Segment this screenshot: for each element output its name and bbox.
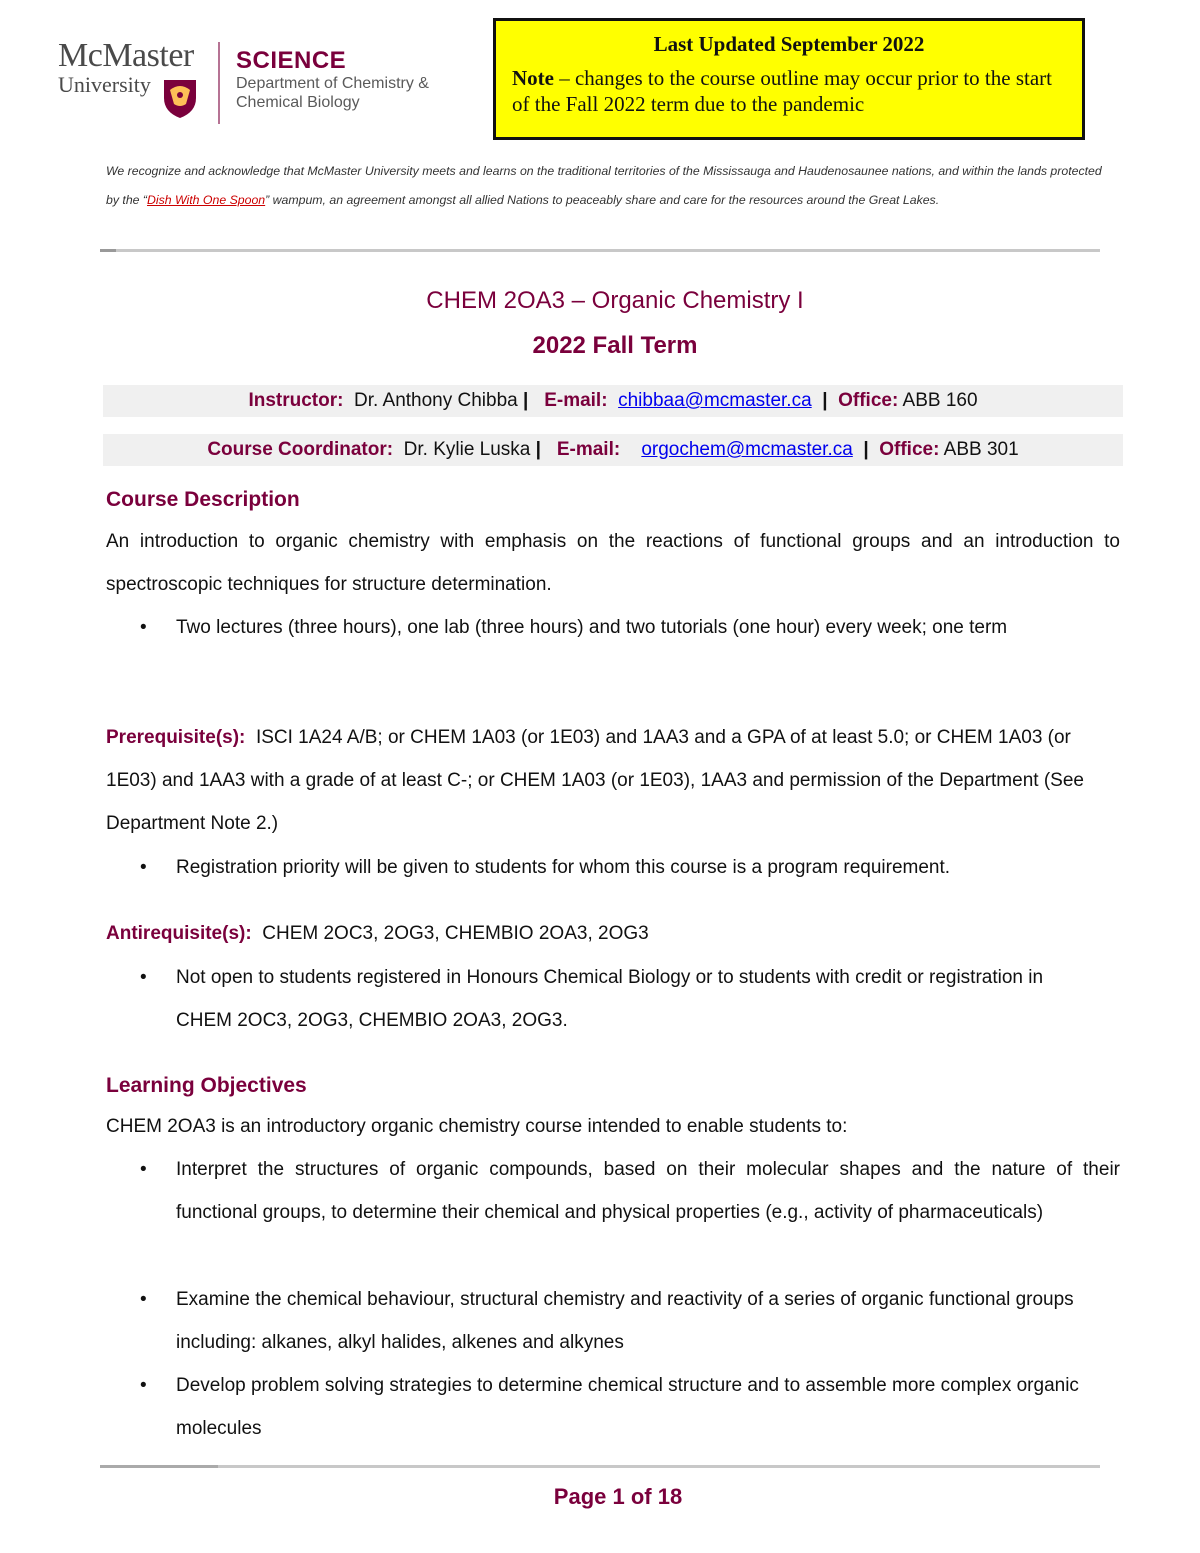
prerequisites-label: Prerequisite(s): xyxy=(106,727,246,748)
notice-text xyxy=(512,65,1066,117)
bullet-icon: • xyxy=(140,617,147,638)
note-body: – changes to the course outline may occur prior to the start of the Fall 2022 term due to the pandemic xyxy=(512,66,1052,116)
list-item xyxy=(140,1278,1120,1364)
instructor-office-label: Office: xyxy=(838,390,899,411)
antirequisites-text: CHEM 2OC3, 2OG3, CHEMBIO 2OA3, 2OG3 xyxy=(262,923,649,944)
description-bullet-text: Two lectures (three hours), one lab (three hours) and two tutorials (one hour) every week; one term xyxy=(176,617,1008,638)
antirequisites-label: Antirequisite(s): xyxy=(106,923,252,944)
faculty-wordmark xyxy=(236,48,429,112)
course-title: CHEM 2OA3 – Organic Chemistry I xyxy=(426,287,804,314)
coordinator-label: Course Coordinator: xyxy=(207,439,394,460)
list-item xyxy=(140,956,1060,1042)
logo-divider xyxy=(218,42,220,124)
mcmaster-logo xyxy=(58,38,438,128)
footer-divider xyxy=(100,1465,1100,1468)
antirequisites-bullet-text: Not open to students registered in Honours Chemical Biology or to students with credit or registration in CHEM 2OC3, 2OG3, CHEMBIO 2OA3, 2OG3. xyxy=(176,967,1044,1031)
ack-text-2: ” wampum, an agreement amongst all allied Nations to peaceably share and care for the resources around the Great Lakes. xyxy=(265,192,940,207)
page-number: Page 1 of 18 xyxy=(553,1484,683,1509)
dept-line-2: Chemical Biology xyxy=(236,94,360,111)
list-item xyxy=(140,846,1120,889)
bullet-icon: • xyxy=(140,1289,147,1310)
instructor-email-label: E-mail: xyxy=(544,390,608,411)
coordinator-email-label: E-mail: xyxy=(556,439,621,460)
learning-objectives-heading: Learning Objectives xyxy=(106,1074,307,1097)
course-term: 2022 Fall Term xyxy=(532,332,698,359)
prerequisites-text: ISCI 1A24 A/B; or CHEM 1A03 (or 1E03) and 1AA3 and a GPA of at least 5.0; or CHEM 1A03 (or 1E03) and 1AA3 with a grade of at least C-; or CHEM 1A03 (or 1E03), 1AA3 and permission of the Department (See Department Note 2.) xyxy=(106,727,1084,834)
list-item xyxy=(140,1364,1120,1450)
learning-objectives-intro: CHEM 2OA3 is an introductory organic chemistry course intended to enable students to: xyxy=(106,1116,848,1137)
coordinator-office-label: Office: xyxy=(879,439,940,460)
coordinator-info-bar: Course Coordinator: Dr. Kylie Luska | E-mail: orgochem@mcmaster.ca | Office: ABB 301 xyxy=(103,434,1123,466)
notice-title: Last Updated September 2022 xyxy=(653,32,925,56)
note-label: Note xyxy=(512,66,554,90)
instructor-email-link[interactable]: chibbaa@mcmaster.ca xyxy=(618,390,812,411)
bullet-icon: • xyxy=(140,857,147,878)
coordinator-name: Dr. Kylie Luska xyxy=(403,439,531,460)
ack-text-1: We recognize and acknowledge that McMaster University meets and learns on the traditional territories of the Mississauga and Haudenosaunee nations, and within the lands protected by the “ xyxy=(106,164,1102,207)
list-item xyxy=(140,606,1120,649)
header-divider xyxy=(100,249,1100,252)
instructor-office: ABB 160 xyxy=(902,390,978,411)
coordinator-office: ABB 301 xyxy=(943,439,1019,460)
crest-icon xyxy=(162,78,198,120)
dish-with-one-spoon-link[interactable]: Dish With One Spoon xyxy=(147,192,266,207)
instructor-label: Instructor: xyxy=(248,390,344,411)
prerequisites-paragraph xyxy=(106,716,1120,845)
bullet-icon: • xyxy=(140,1159,147,1180)
dept-line-1: Department of Chemistry & xyxy=(236,75,429,92)
bullet-icon: • xyxy=(140,967,147,988)
logo-name: McMaster xyxy=(58,37,194,74)
logo-sub: University xyxy=(58,72,151,97)
objective-bullet-text: Interpret the structures of organic compounds, based on their molecular shapes and the nature of their functional groups, to determine their chemical and physical properties (e.g., activity of pharmaceuticals) xyxy=(176,1159,1120,1223)
instructor-info-bar: Instructor: Dr. Anthony Chibba | E-mail: chibbaa@mcmaster.ca | Office: ABB 160 xyxy=(103,385,1123,417)
antirequisites-paragraph xyxy=(106,912,1120,955)
land-acknowledgement xyxy=(106,157,1106,214)
list-item xyxy=(140,1148,1120,1234)
objective-bullet-text: Examine the chemical behaviour, structural chemistry and reactivity of a series of organic functional groups including: alkanes, alkyl halides, alkenes and alkynes xyxy=(176,1289,1074,1353)
coordinator-email-link[interactable]: orgochem@mcmaster.ca xyxy=(641,439,853,460)
update-notice xyxy=(493,18,1085,140)
objective-bullet-text: Develop problem solving strategies to determine chemical structure and to assemble more complex organic molecules xyxy=(176,1375,1079,1439)
faculty-name: SCIENCE xyxy=(236,47,347,74)
course-description-heading: Course Description xyxy=(106,488,300,511)
instructor-name: Dr. Anthony Chibba xyxy=(354,390,518,411)
prerequisites-bullet-text: Registration priority will be given to students for whom this course is a program requirement. xyxy=(176,857,951,878)
bullet-icon: • xyxy=(140,1375,147,1396)
course-description-text: An introduction to organic chemistry with emphasis on the reactions of functional groups and an introduction to spectroscopic techniques for structure determination. xyxy=(106,531,1120,595)
